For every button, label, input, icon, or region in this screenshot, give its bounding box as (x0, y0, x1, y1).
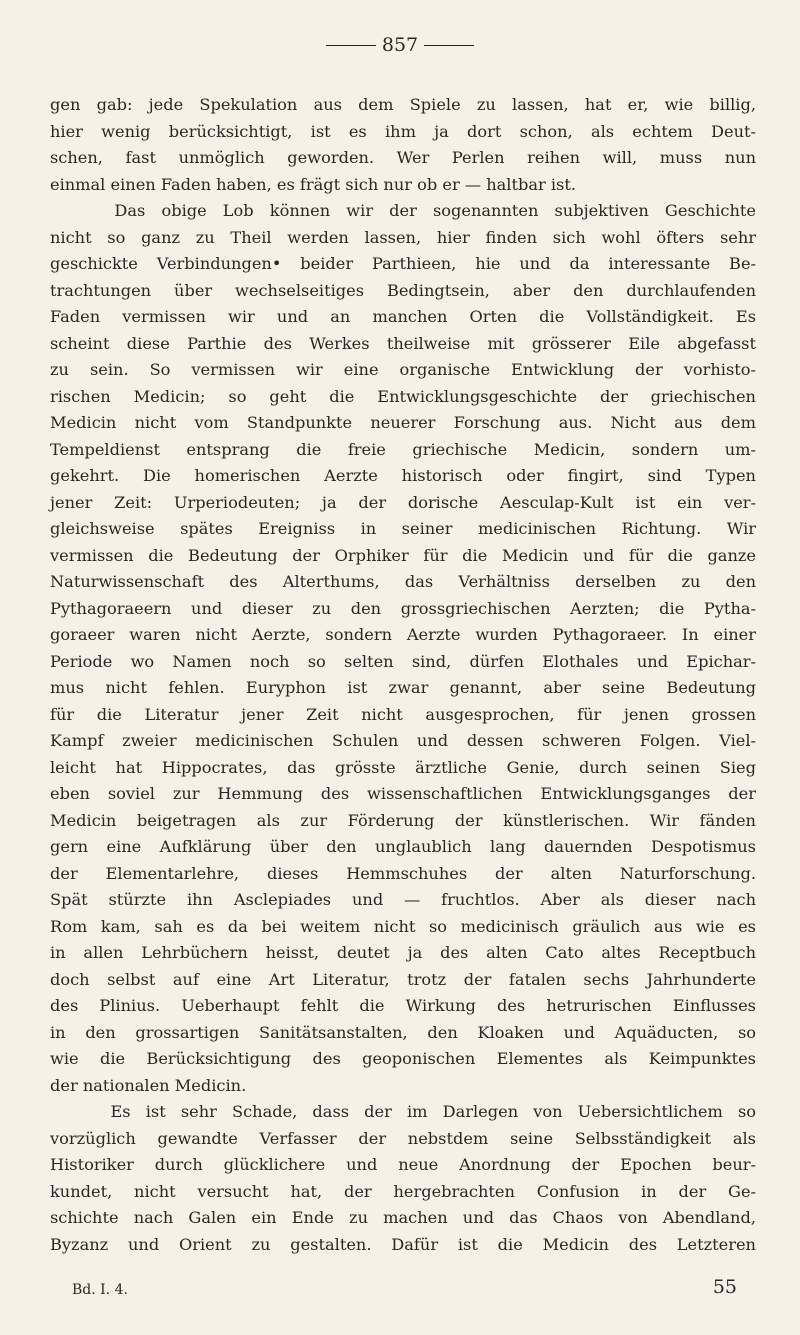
text-line: des Plinius. Ueberhaupt fehlt die Wirkung des hetrurischen Einflusses (50, 996, 756, 1015)
text-line: wie die Berücksichtigung des geoponischen Elementes als Keimpunktes (50, 1049, 756, 1068)
text-line: einmal einen Faden haben, es frägt sich nur ob er — haltbar ist. (50, 174, 576, 194)
text-line: vermissen die Bedeutung der Orphiker für die Medicin und für die ganze (50, 545, 756, 565)
text-line: zu sein. So vermissen wir eine organische Entwicklung der vorhisto- (50, 360, 756, 379)
page-number: 857 (381, 34, 419, 56)
signature-mark: Bd. I. 4. (72, 1282, 128, 1298)
text-line: Byzanz und Orient zu gestalten. Dafür ist die Medicin des Letzteren (50, 1234, 756, 1254)
text-line: mus nicht fehlen. Euryphon ist zwar genannt, aber seine Bedeutung (50, 678, 756, 697)
text-line: Faden vermissen wir und an manchen Orten die Vollständigkeit. Es (50, 307, 756, 326)
text-line: gleichsweise spätes Ereigniss in seiner medicinischen Richtung. Wir (50, 519, 756, 538)
text-line: Spät stürzte ihn Asclepiades und — fruchtlos. Aber als dieser nach (50, 890, 756, 909)
text-line: eben soviel zur Hemmung des wissenschaftlichen Entwicklungsganges der (50, 784, 756, 803)
text-line: Naturwissenschaft des Alterthums, das Verhältniss derselben zu den (50, 572, 756, 591)
text-line: leicht hat Hippocrates, das grösste ärztliche Genie, durch seinen Sieg (50, 757, 756, 777)
text-line: rischen Medicin; so geht die Entwicklungsgeschichte der griechischen (50, 386, 756, 406)
text-line: für die Literatur jener Zeit nicht ausgesprochen, für jenen grossen (50, 704, 756, 724)
text-line: der Elementarlehre, dieses Hemmschuhes der alten Naturforschung. (50, 863, 756, 883)
text-line: Periode wo Namen noch so selten sind, dürfen Elothales und Epichar- (50, 651, 756, 671)
text-line: vorzüglich gewandte Verfasser der nebstdem seine Selbsständigkeit als (50, 1128, 756, 1148)
text-line: Tempeldienst entsprang die freie griechische Medicin, sondern um- (50, 439, 756, 459)
text-line: schichte nach Galen ein Ende zu machen und das Chaos von Abendland, (50, 1208, 756, 1227)
header-rule-left (326, 45, 376, 46)
body-text (50, 92, 756, 1258)
text-line: hier wenig berücksichtigt, ist es ihm ja dort schon, als echtem Deut- (50, 121, 756, 141)
text-line: scheint diese Parthie des Werkes theilweise mit grösserer Eile abgefasst (50, 333, 756, 353)
text-line: nicht so ganz zu Theil werden lassen, hier finden sich wohl öfters sehr (50, 227, 756, 247)
text-line: gen gab: jede Spekulation aus dem Spiele zu lassen, hat er, wie billig, (50, 95, 756, 114)
page-footer (72, 1276, 752, 1298)
page-header (0, 34, 800, 56)
sheet-number: 55 (712, 1276, 737, 1298)
text-line: kundet, nicht versucht hat, der hergebrachten Confusion in der Ge- (50, 1181, 756, 1201)
text-line: trachtungen über wechselseitiges Bedingtsein, aber den durchlaufenden (50, 280, 756, 300)
text-line: Medicin nicht vom Standpunkte neuerer Forschung aus. Nicht aus dem (50, 413, 756, 432)
text-line: Das obige Lob können wir der sogenannten subjektiven Geschichte (50, 201, 756, 220)
text-line: Kampf zweier medicinischen Schulen und dessen schweren Folgen. Viel- (50, 731, 756, 750)
text-line: Es ist sehr Schade, dass der im Darlegen von Uebersichtlichem so (50, 1102, 756, 1121)
text-line: in allen Lehrbüchern heisst, deutet ja des alten Cato altes Receptbuch (50, 943, 756, 962)
text-line: in den grossartigen Sanitätsanstalten, den Kloaken und Aquäducten, so (50, 1022, 756, 1042)
text-line: Rom kam, sah es da bei weitem nicht so medicinisch gräulich aus wie es (50, 916, 756, 936)
text-line: der nationalen Medicin. (50, 1075, 247, 1095)
text-line: Pythagoraeern und dieser zu den grossgriechischen Aerzten; die Pytha- (50, 598, 756, 618)
text-line: Historiker durch glücklichere und neue Anordnung der Epochen beur- (50, 1155, 756, 1174)
text-line: Medicin beigetragen als zur Förderung der künstlerischen. Wir fänden (50, 810, 756, 830)
text-line: gekehrt. Die homerischen Aerzte historisch oder fingirt, sind Typen (50, 466, 756, 485)
text-line: goraeer waren nicht Aerzte, sondern Aerzte wurden Pythagoraeer. In einer (50, 625, 756, 644)
text-line: schen, fast unmöglich geworden. Wer Perlen reihen will, muss nun (50, 148, 756, 167)
text-line: doch selbst auf eine Art Literatur, trotz der fatalen sechs Jahrhunderte (50, 969, 756, 989)
text-line: geschickte Verbindungen• beider Parthieen, hie und da interessante Be- (50, 254, 756, 273)
header-rule-right (424, 45, 474, 46)
text-line: gern eine Aufklärung über den unglaublich lang dauernden Despotismus (50, 837, 756, 856)
text-line: jener Zeit: Urperiodeuten; ja der dorische Aesculap-Kult ist ein ver- (50, 492, 756, 512)
